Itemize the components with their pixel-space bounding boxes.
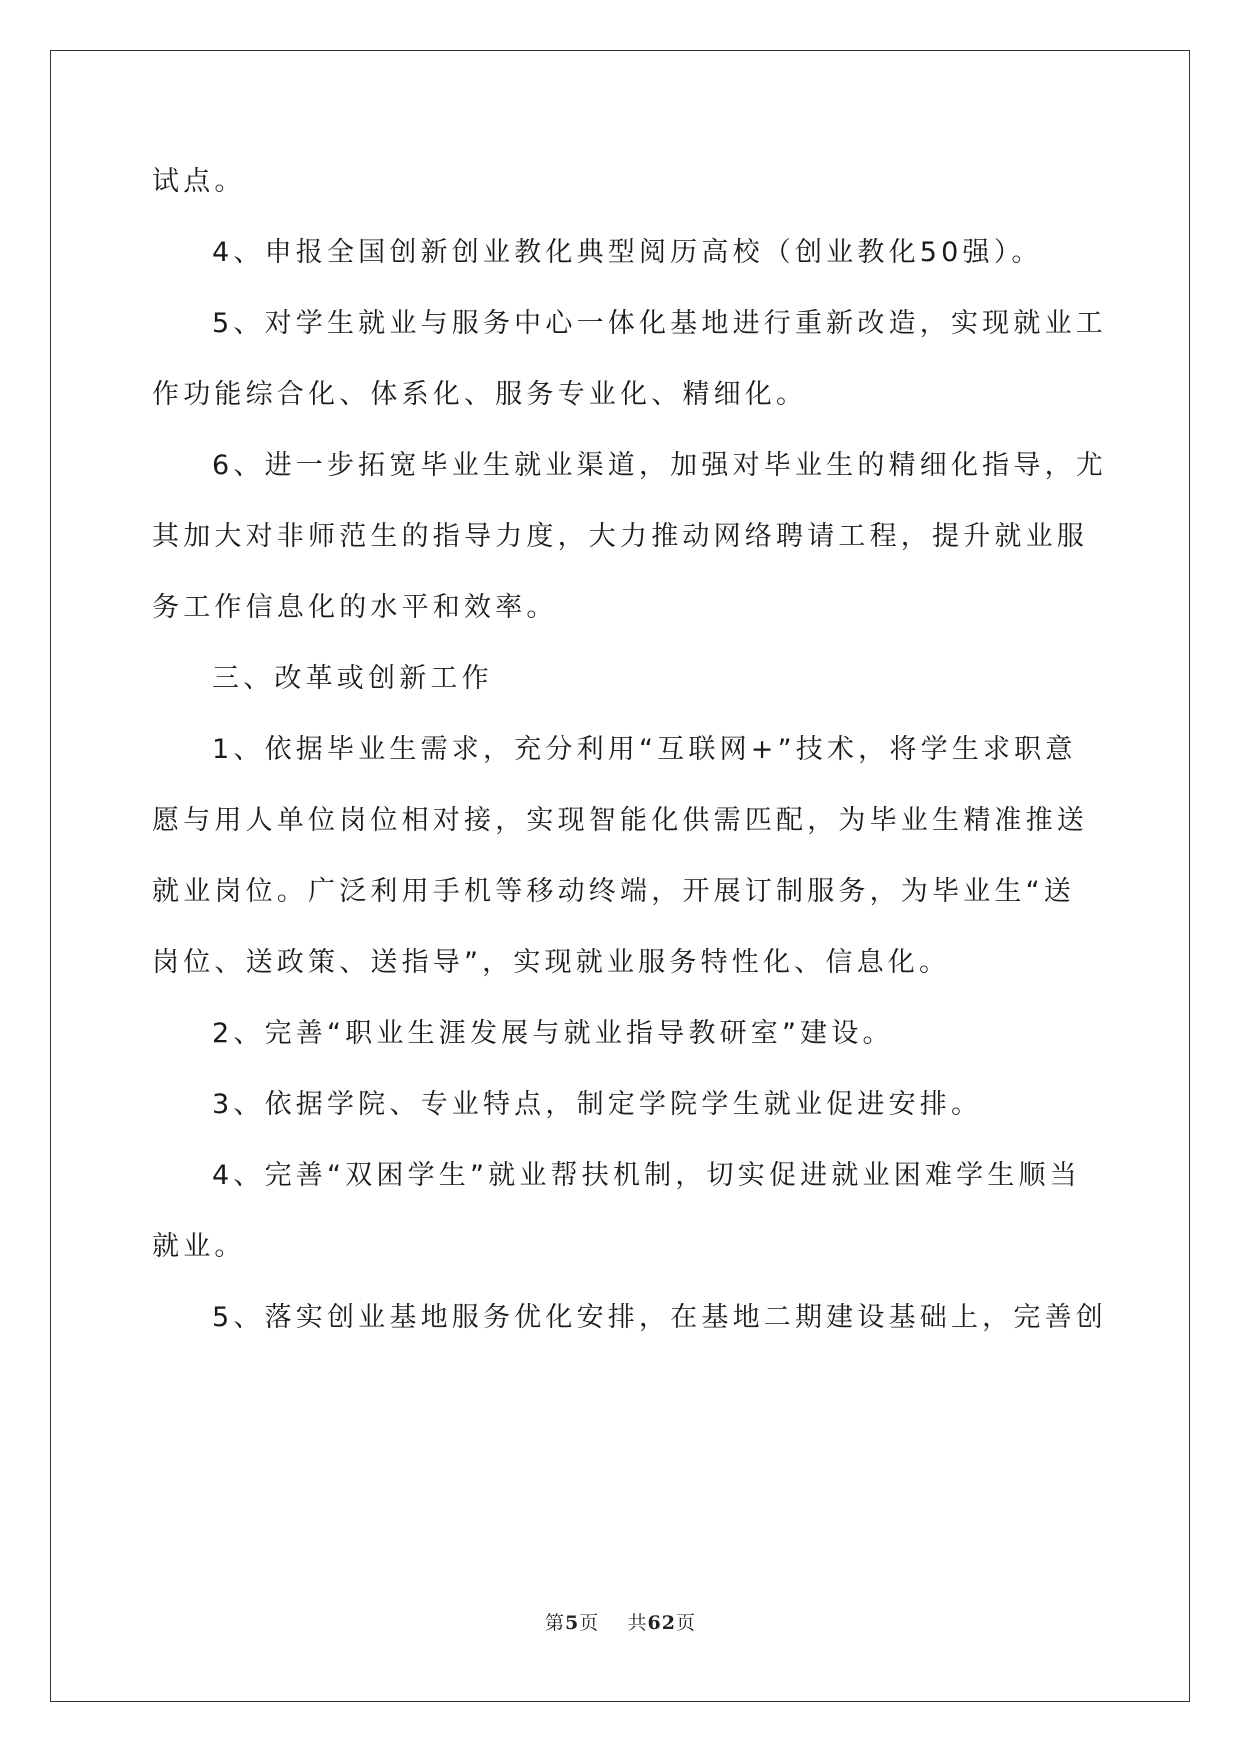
text-line: 作功能综合化、体系化、服务专业化、精细化。 [152,379,808,410]
text-line: 4、申报全国创新创业教化典型阅历高校（创业教化50强）。 [212,237,1043,268]
page-footer [0,1608,1241,1635]
text-line: 就业。 [152,1231,246,1262]
total-prefix: 共 [627,1612,648,1634]
page-number: 5 [565,1612,580,1634]
text-line: 愿与用人单位岗位相对接，实现智能化供需匹配，为毕业生精准推送 [152,805,1088,836]
text-line: 务工作信息化的水平和效率。 [152,592,558,623]
text-line: 就业岗位。广泛利用手机等移动终端，开展订制服务，为毕业生“送 [152,876,1075,907]
page-prefix: 第 [545,1612,566,1634]
text-line: 试点。 [152,166,246,197]
total-pages: 62 [647,1612,676,1634]
text-line: 其加大对非师范生的指导力度，大力推动网络聘请工程，提升就业服 [152,521,1088,552]
text-line: 2、完善“职业生涯发展与就业指导教研室”建设。 [212,1018,894,1049]
page-suffix: 页 [579,1612,600,1634]
text-line: 5、落实创业基地服务优化安排，在基地二期建设基础上，完善创 [212,1302,1107,1333]
total-suffix: 页 [675,1612,696,1634]
text-line: 6、进一步拓宽毕业生就业渠道，加强对毕业生的精细化指导，尤 [212,450,1107,481]
text-line: 3、依据学院、专业特点，制定学院学生就业促进安排。 [212,1089,983,1120]
text-line: 1、依据毕业生需求，充分利用“互联网+”技术，将学生求职意 [212,734,1077,765]
text-line: 岗位、送政策、送指导”，实现就业服务特性化、信息化。 [152,947,951,978]
text-line: 5、对学生就业与服务中心一体化基地进行重新改造，实现就业工 [212,308,1107,339]
text-line: 4、完善“双困学生”就业帮扶机制，切实促进就业困难学生顺当 [212,1160,1081,1191]
section-heading: 三、改革或创新工作 [212,663,493,694]
